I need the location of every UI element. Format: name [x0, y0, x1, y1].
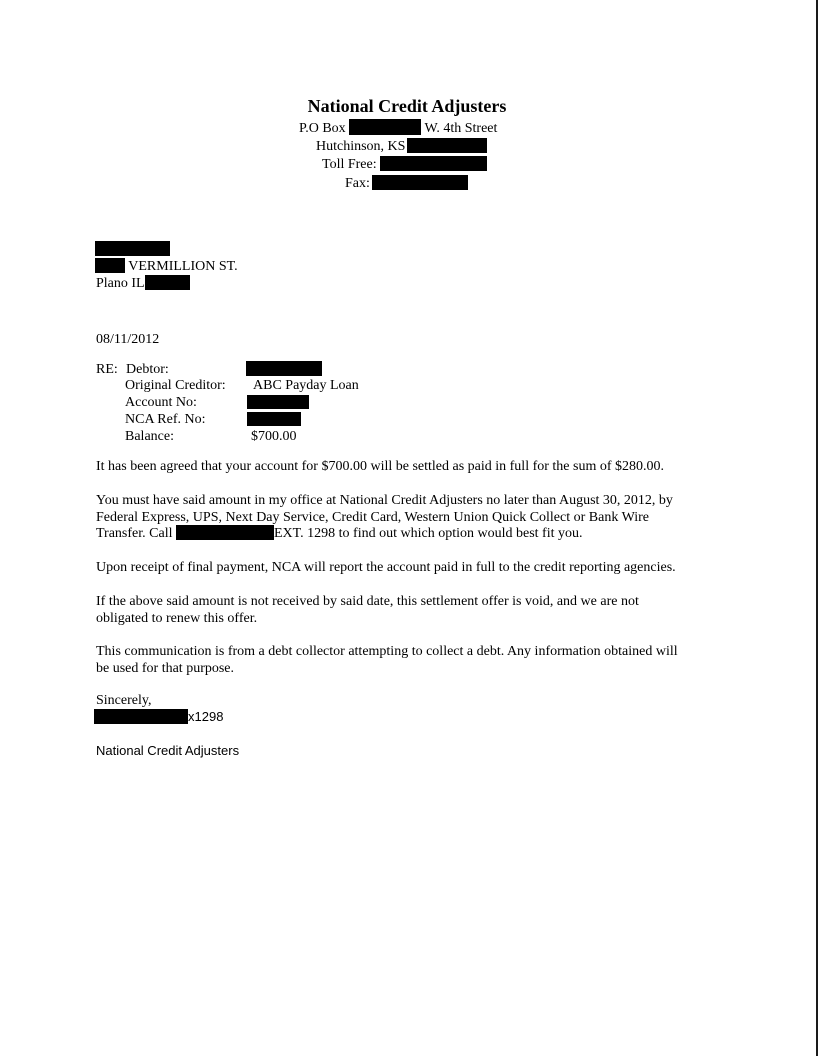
debtor-label: Debtor: — [126, 362, 169, 377]
balance-value: $700.00 — [251, 429, 297, 444]
paragraph-reporting: Upon receipt of final payment, NCA will report the account paid in full to the credit reporting agencies. — [96, 560, 676, 575]
po-box-label: P.O Box — [299, 121, 346, 136]
street-text: W. 4th Street — [424, 121, 498, 136]
paragraph-void-line-1: If the above said amount is not received by said date, this settlement offer is void, and we are not — [96, 594, 639, 609]
signature-line — [94, 708, 223, 725]
recipient-city — [96, 275, 190, 292]
nca-ref-value — [247, 411, 301, 428]
redaction-house-number — [95, 258, 125, 273]
recipient-city-text: Plano IL — [96, 276, 145, 291]
original-creditor-label: Original Creditor: — [125, 378, 226, 393]
call-text: Transfer. Call — [96, 526, 173, 541]
paragraph-void-line-2: obligated to renew this offer. — [96, 611, 258, 626]
redaction-account-no — [247, 395, 309, 409]
ext-text: EXT. 1298 to find out which option would best fit you. — [273, 526, 583, 541]
company-title: National Credit Adjusters — [307, 96, 507, 116]
paragraph-payment-line-3 — [96, 525, 582, 542]
redaction-fax — [372, 175, 468, 190]
redaction-signer-name — [94, 709, 188, 724]
account-no-value — [247, 394, 309, 411]
nca-ref-label: NCA Ref. No: — [125, 412, 206, 427]
redaction-zip — [407, 138, 487, 153]
balance-label: Balance: — [125, 429, 174, 444]
closing-company: National Credit Adjusters — [96, 743, 240, 758]
redaction-toll-free — [380, 156, 487, 171]
re-prefix: RE: — [96, 362, 118, 377]
redaction-phone — [176, 525, 274, 540]
account-no-label: Account No: — [125, 395, 197, 410]
header-city-line — [316, 138, 487, 155]
closing-sincerely: Sincerely, — [96, 693, 152, 708]
recipient-street — [95, 258, 238, 275]
redaction-recipient-name — [95, 241, 170, 256]
paragraph-settlement: It has been agreed that your account for $700.00 will be settled as paid in full for the sum of $280.00. — [96, 459, 665, 474]
header-po-box-line — [299, 119, 497, 137]
header-toll-free-line — [322, 156, 487, 173]
paragraph-disclosure-line-1: This communication is from a debt collector attempting to collect a debt. Any information obtained will — [96, 644, 678, 659]
signer-extension: x1298 — [188, 709, 224, 724]
redaction-nca-ref — [247, 412, 301, 426]
fax-label: Fax: — [345, 176, 370, 191]
toll-free-label: Toll Free: — [322, 157, 377, 172]
paragraph-payment-line-1: You must have said amount in my office at National Credit Adjusters no later than August 30, 2012, by — [96, 493, 673, 508]
paragraph-disclosure-line-2: be used for that purpose. — [96, 661, 235, 676]
debtor-value — [246, 361, 322, 378]
city-text: Hutchinson, KS — [316, 139, 406, 154]
header-fax-line — [345, 175, 468, 192]
letter-date: 08/11/2012 — [96, 332, 160, 347]
recipient-street-text: VERMILLION ST. — [128, 259, 238, 274]
redaction-po-box — [349, 119, 421, 135]
redaction-recipient-zip — [145, 275, 190, 290]
paragraph-payment-line-2: Federal Express, UPS, Next Day Service, Credit Card, Western Union Quick Collect or Bank Wire — [96, 510, 650, 525]
recipient-name — [95, 241, 170, 258]
redaction-debtor — [246, 361, 322, 376]
original-creditor-value: ABC Payday Loan — [253, 378, 359, 393]
